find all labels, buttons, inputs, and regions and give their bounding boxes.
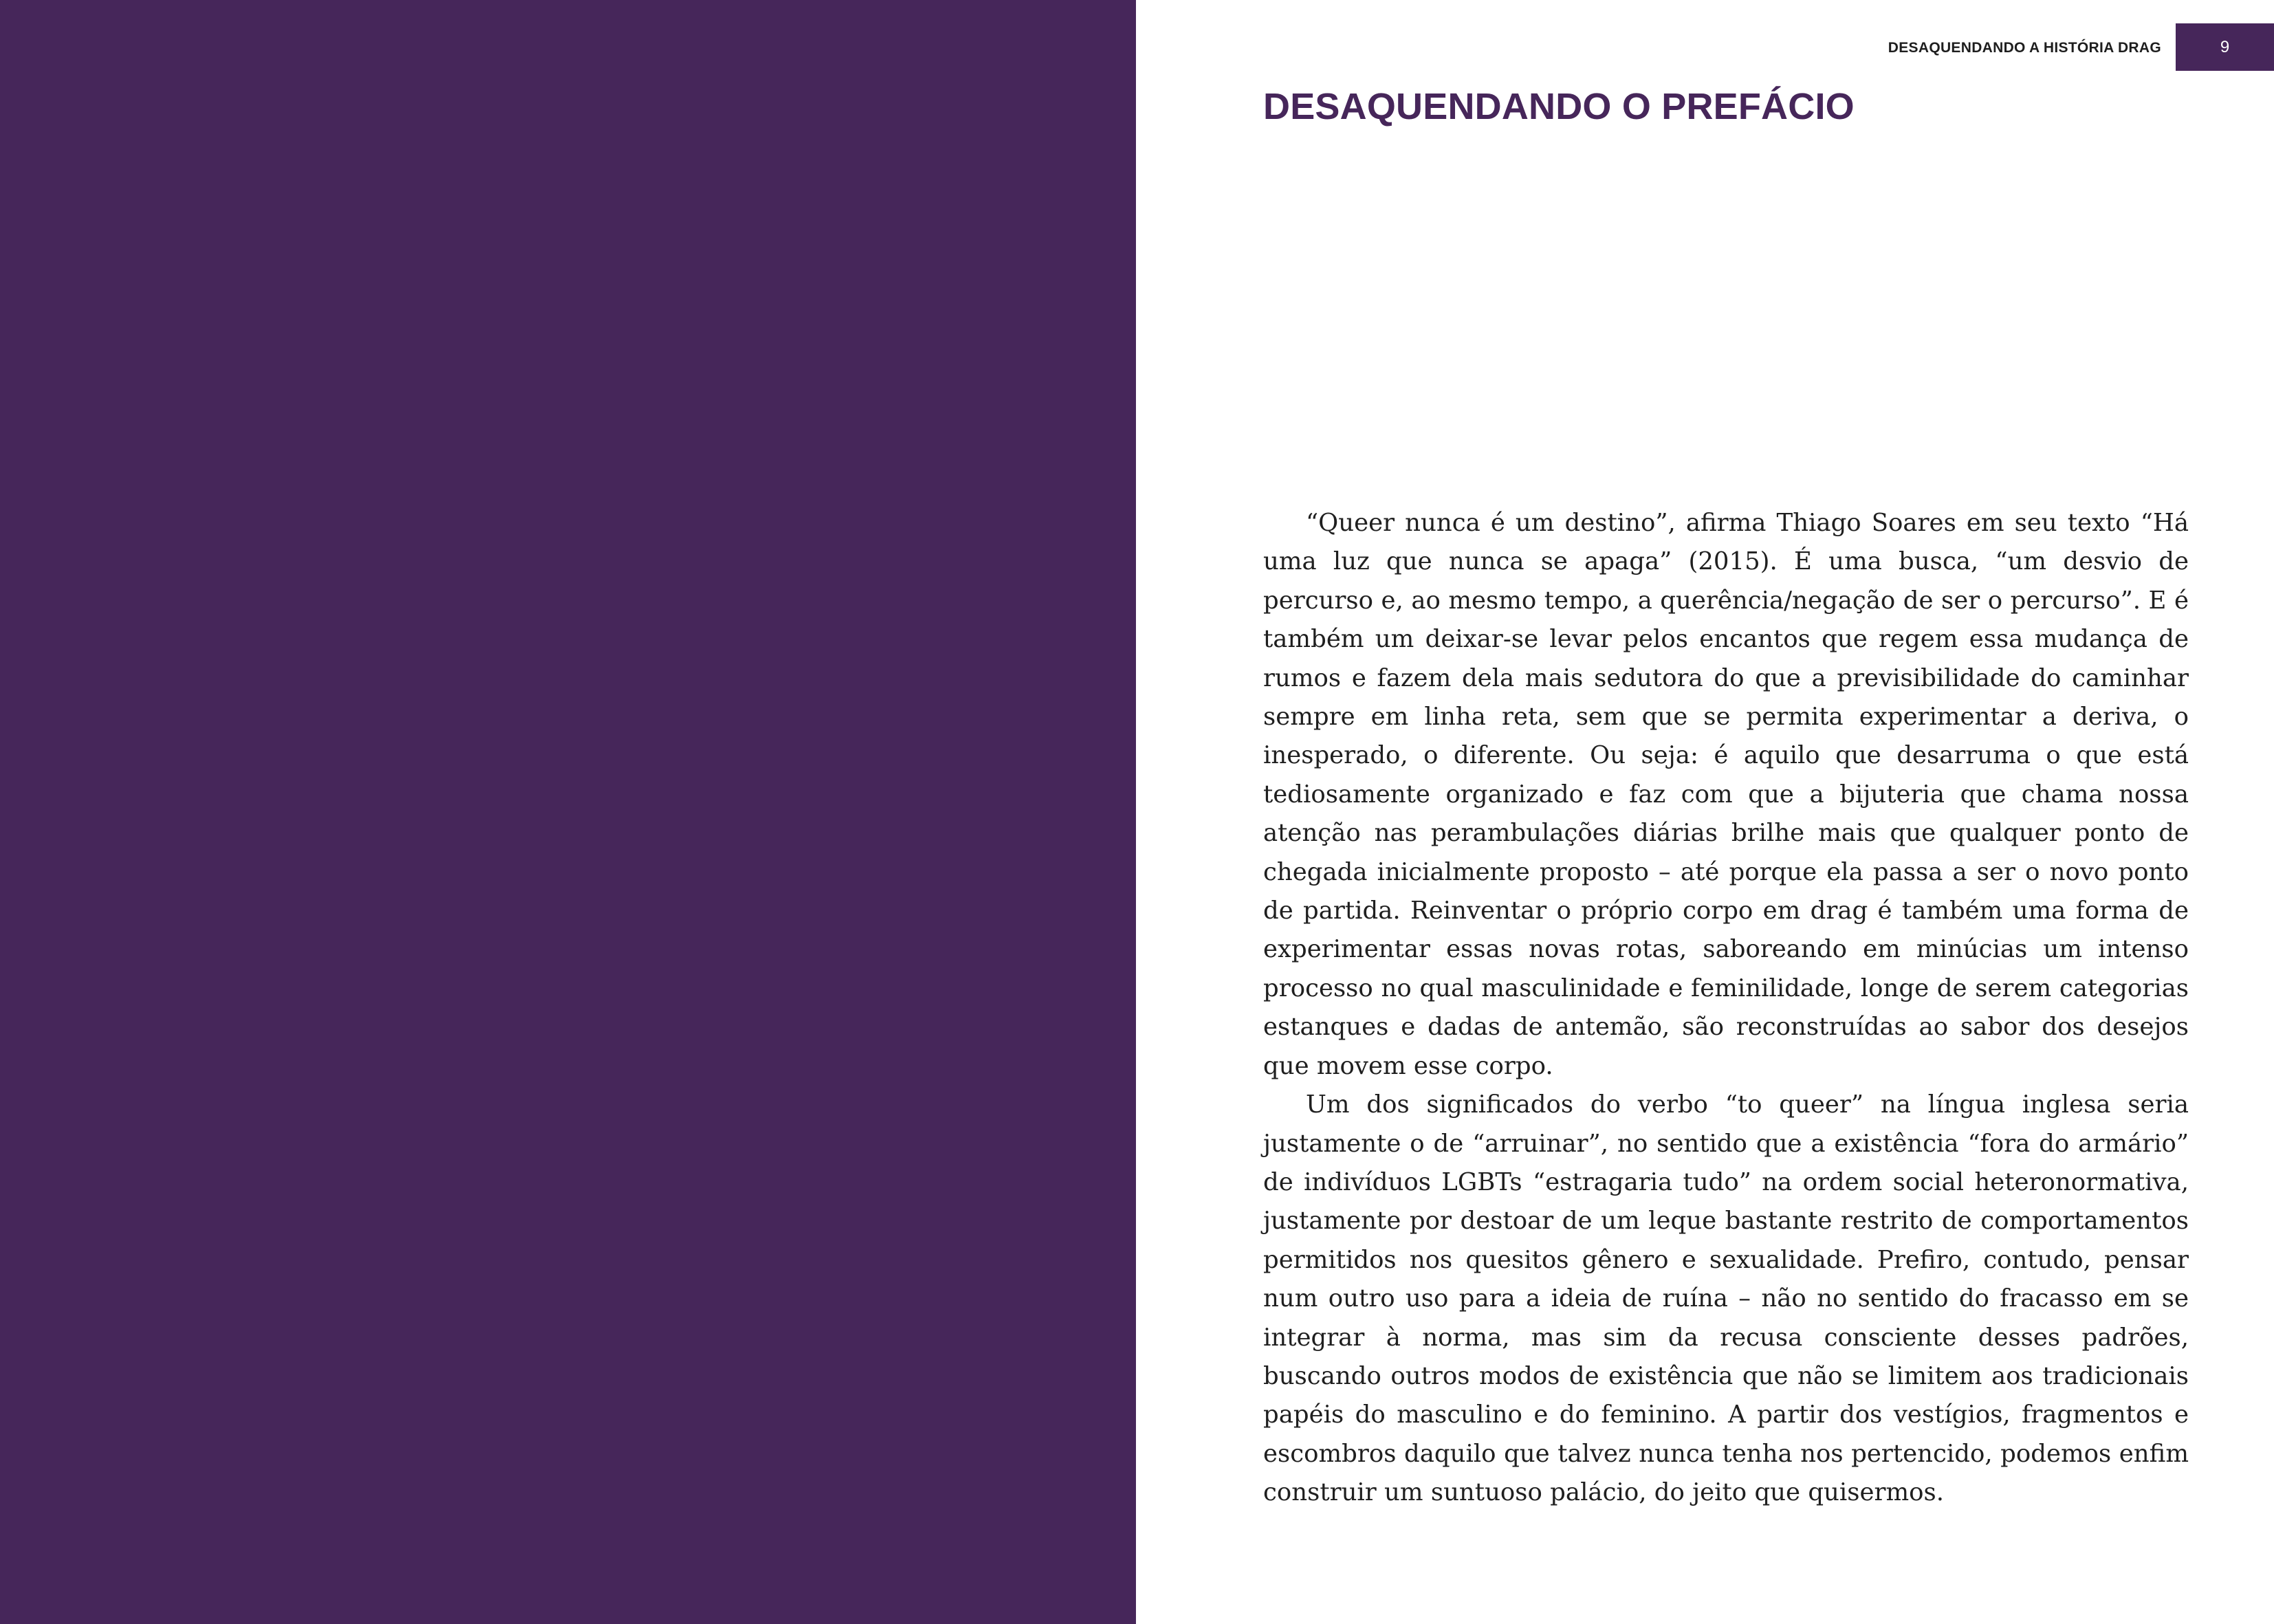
page-number-tab xyxy=(2176,23,2274,71)
purple-cover-panel xyxy=(0,0,1136,1624)
page-number: 9 xyxy=(2220,37,2230,56)
chapter-title: DESAQUENDANDO O PREFÁCIO xyxy=(1263,86,1855,127)
body-paragraph-2: Um dos significados do verbo “to queer” na língua inglesa seria justamente o de “arruinar”, no sentido que a existência “fora do armário” de indivíduos LGBTs “estragaria tudo” na ordem social heteronormativa, justamente por destoar de um leque bastante restrito de comportamentos permitidos nos quesitos gênero e sexualidade. Prefiro, contudo, pensar num outro uso para a ideia de ruína – não no sentido do fracasso em se integrar à norma, mas sim da recusa consciente desses padrões, buscando outros modos de existência que não se limitem aos tradicionais papéis do masculino e do feminino. A partir dos vestígios, fragmentos e escombros daquilo que talvez nunca tenha nos pertencido, podemos enfim construir um suntuoso palácio, do jeito que quisermos. xyxy=(1263,1090,2189,1507)
running-header: DESAQUENDANDO A HISTÓRIA DRAG xyxy=(1888,40,2161,56)
text-page xyxy=(1136,0,2274,1624)
body-paragraph-1: “Queer nunca é um destino”, afirma Thiago Soares em seu texto “Há uma luz que nunca se apaga” (2015). É uma busca, “um desvio de percurso e, ao mesmo tempo, a querência/negação de ser o percurso”. E é também um deixar-se levar pelos encantos que regem essa mudança de rumos e fazem dela mais sedutora do que a previsibilidade do caminhar sempre em linha reta, sem que se permita experimentar a deriva, o inesperado, o diferente. Ou seja: é aquilo que desarruma o que está tediosamente organizado e faz com que a bijuteria que chama nossa atenção nas perambulações diárias brilhe mais que qualquer ponto de chegada inicialmente proposto – até porque ela passa a ser o novo ponto de partida. Reinventar o próprio corpo em drag é também uma forma de experimentar essas novas rotas, saboreando em minúcias um intenso processo no qual masculinidade e feminilidade, longe de serem categorias estanques e dadas de antemão, são reconstruídas ao sabor dos desejos que movem esse corpo. xyxy=(1263,509,2189,1080)
body-text xyxy=(1263,504,2189,1513)
